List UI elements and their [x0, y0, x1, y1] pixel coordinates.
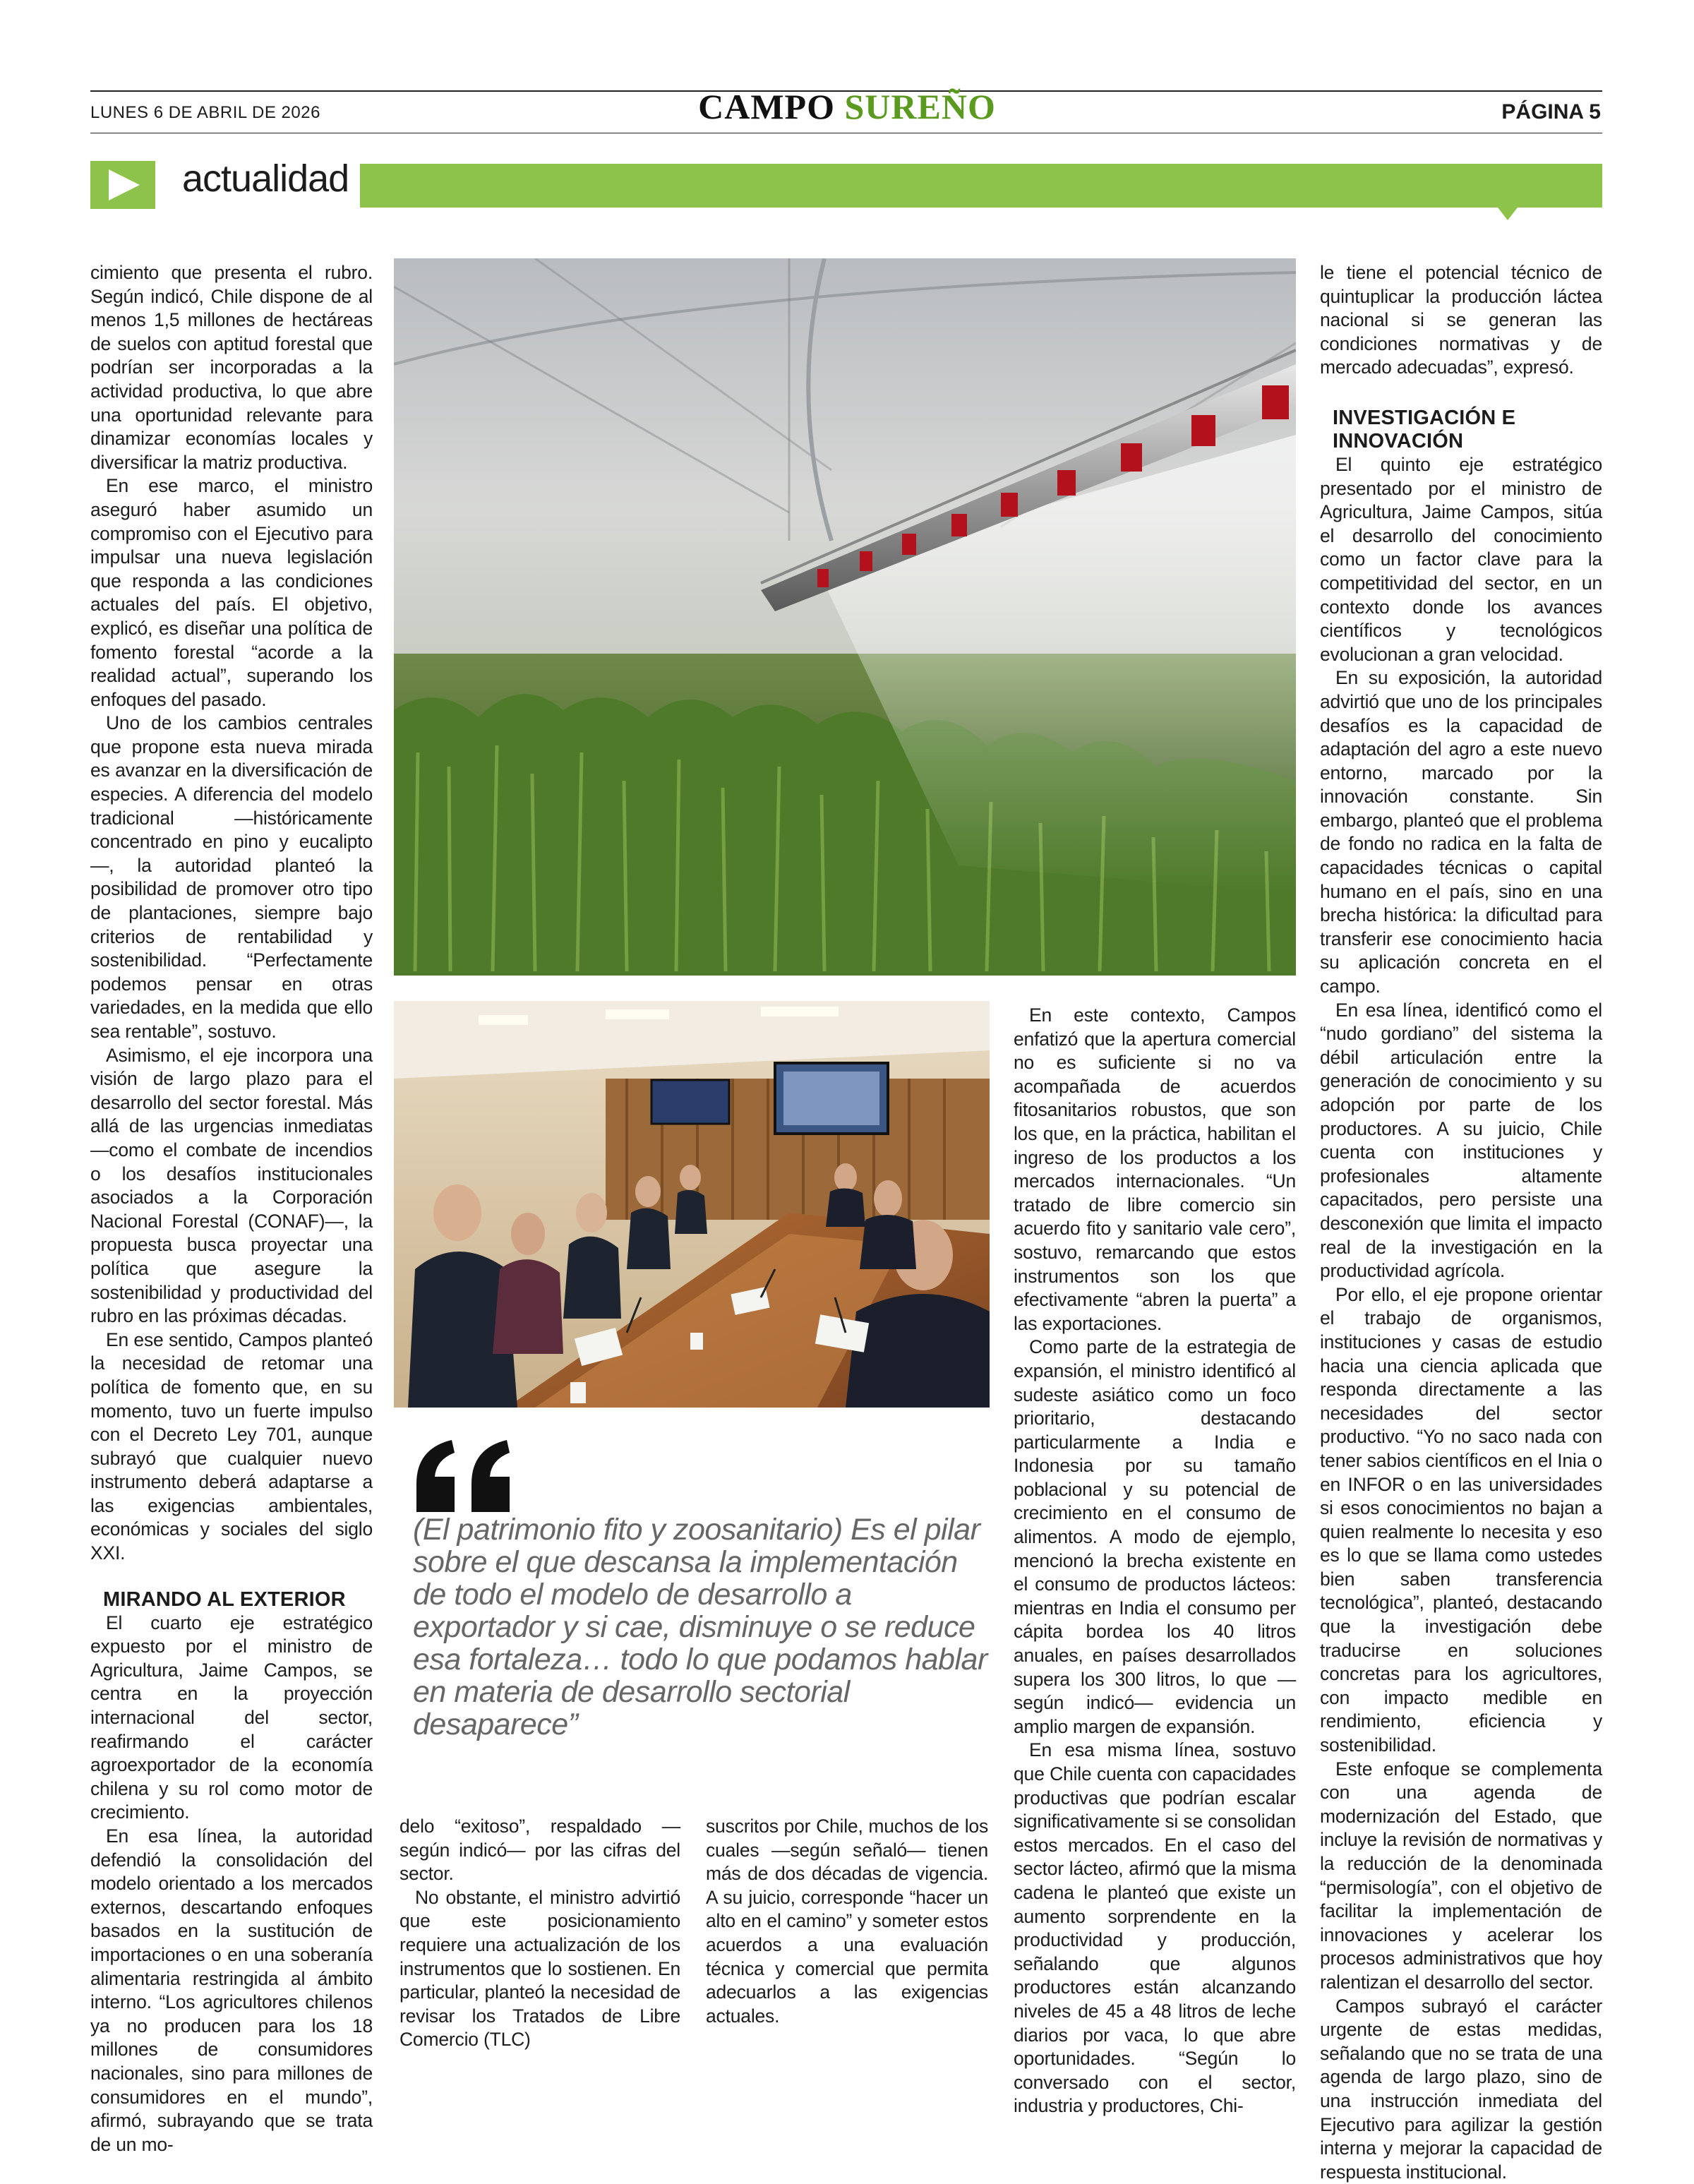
- paragraph: El quinto eje estratégico presentado por el ministro de Agricultura, Jaime Campos, sitúa el desarrollo del conocimiento como un factor clave para la competitividad del sector, en un contexto donde los avances científicos y tecnológicos evolucionan a gran velocidad.: [1320, 453, 1602, 665]
- article-column-3: [706, 1815, 988, 2028]
- paragraph: Asimismo, el eje incorpora una visión de largo plazo para el desarrollo del sector forestal. Más allá de las urgencias inmediatas —como el combate de incendios o los desafíos institucionales asociados a la Corporación Nacional Forestal (CONAF)—, la propuesta busca proyectar una política que asegure la sostenibilidad y productividad del rubro en las próximas décadas.: [90, 1044, 373, 1327]
- paragraph: cimiento que presenta el rubro. Según indicó, Chile dispone de al menos 1,5 millones de hectáreas de suelos con aptitud forestal que podrían ser incorporadas a la actividad productiva, lo que abre una oportunidad relevante para dinamizar economías locales y diversificar la matriz productiva.: [90, 262, 373, 473]
- subheading-mirando-al-exterior: MIRANDO AL EXTERIOR: [103, 1588, 346, 1611]
- paragraph: Este enfoque se complementa con una agenda de modernización del Estado, que incluye la revisión de normativas y la reducción de la denominada “permisología”, con el objetivo de facilitar la implementación de innovaciones y acelerar los procesos administrativos que hoy ralentizan el desarrollo del sector.: [1320, 1758, 1602, 1993]
- paragraph: En esa misma línea, sostuvo que Chile cuenta con capacidades productivas que podrían escalar significativamente si se consolidan estos mercados. En el caso del sector lácteo, afirmó que la misma cadena le planteó que existe un aumento sorprendente en la productividad y producción, señalando que algunos productores están alcanzando niveles de 45 a 48 litros de leche diarios por vaca, lo que abre oportunidades. “Según lo conversado con el sector, industria y productores, Chi-: [1014, 1739, 1296, 2117]
- article-column-2: [400, 1815, 680, 2052]
- pull-quote: (El patrimonio fito y zoosanitario) Es el pilar sobre el que descansa la implementación de todo el modelo de desarrollo a exportador y si cae, disminuye o se reduce esa fortaleza… todo lo que podamos hablar en materia de desarrollo sectorial desaparece”: [413, 1513, 987, 1741]
- brand-word-campo: CAMPO: [698, 87, 835, 126]
- paragraph: Uno de los cambios centrales que propone esta nueva mirada es avanzar en la diversificación de especies. A diferencia del modelo tradicional —históricamente concentrado en pino y eucalipto—, la autoridad planteó la posibilidad de promover otro tipo de plantaciones, siempre bajo criterios de rentabilidad y sostenibilidad. “Perfectamente podemos pensar en otras variedades, en la medida que ello sea rentable”, sostuvo.: [90, 712, 373, 1042]
- issue-date: LUNES 6 DE ABRIL DE 2026: [90, 103, 320, 122]
- newspaper-brand: [0, 86, 1694, 127]
- paragraph: En su exposición, la autoridad advirtió que uno de los principales desafíos es la capacidad de adaptación del agro a este nuevo entorno, marcado por la innovación constante. Sin embargo, planteó que el problema de fondo no radica en la falta de capacidades técnicas o capital humano en el país, sino en una brecha histórica: la dificultad para transferir ese conocimiento hacia su aplicación concreta en el campo.: [1320, 667, 1602, 997]
- article-column-5: [1320, 261, 1602, 2184]
- subheading-investigacion-e-innovacion: INVESTIGACIÓN E INNOVACIÓN: [1333, 406, 1516, 452]
- paragraph: En ese marco, el ministro aseguró haber asumido un compromiso con el Ejecutivo para impulsar una nueva legislación que responda a las condiciones actuales del país. El objetivo, explicó, es diseñar una política de fomento forestal “acorde a la realidad actual”, superando los enfoques del pasado.: [90, 475, 373, 710]
- brand-word-sureno: SUREÑO: [844, 87, 996, 126]
- section-label: actualidad: [182, 157, 349, 200]
- article-column-4: [1014, 1004, 1296, 2118]
- paragraph: No obstante, el ministro advirtió que este posicionamiento requiere una actualización de los instrumentos que lo sostienen. En particular, planteó la necesidad de revisar los Tratados de Libre Comercio (TLC): [400, 1886, 680, 2051]
- article-column-1: [90, 261, 373, 2156]
- paragraph: En esa línea, la autoridad defendió la consolidación del modelo orientado a los mercados externos, descartando enfoques basados en la sustitución de importaciones o en una soberanía alimentaria restringida al ámbito interno. “Los agricultores chilenos ya no producen para los 18 millones de consumidores nacionales, sino para millones de consumidores en el mundo”, afirmó, subrayando que se trata de un mo-: [90, 1825, 373, 2155]
- paragraph: Campos subrayó el carácter urgente de estas medidas, señalando que no se trata de una agenda de largo plazo, sino de una instrucción inmediata del Ejecutivo para agilizar la gestión interna y mejorar la capacidad de respuesta institucional.: [1320, 1995, 1602, 2183]
- paragraph: En esa línea, identificó como el “nudo gordiano” del sistema la débil articulación entre la generación de conocimiento y su adopción por parte de los productores. A su juicio, Chile cuenta con instituciones y profesionales altamente capacitados, pero persiste una desconexión que limita el impacto real de la investigación en la productividad agrícola.: [1320, 999, 1602, 1282]
- paragraph: suscritos por Chile, muchos de los cuales —según señaló— tienen más de dos décadas de vigencia. A su juicio, corresponde “hacer un alto en el camino” y someter estos acuerdos a una evaluación técnica y comercial que permita adecuarlos a las exigencias actuales.: [706, 1816, 988, 2027]
- quote-mark-icon: [411, 1434, 517, 1519]
- play-arrow-icon: [90, 161, 155, 209]
- paragraph: En este contexto, Campos enfatizó que la apertura comercial no es suficiente si no va acompañada de acuerdos fitosanitarios robustos, que son los que, en la práctica, habilitan el ingreso de los productos a los mercados internacionales. “Un tratado de libre comercio sin acuerdo fito y sanitario vale cero”, sostuvo, remarcando que estos instrumentos son los que efectivamente “abren la puerta” a las exportaciones.: [1014, 1004, 1296, 1334]
- paragraph: El cuarto eje estratégico expuesto por el ministro de Agricultura, Jaime Campos, se centra en la proyección internacional del sector, reafirmando el carácter agroexportador de la economía chilena y su rol como motor de crecimiento.: [90, 1612, 373, 1823]
- paragraph: Como parte de la estrategia de expansión, el ministro identificó al sudeste asiático como un foco prioritario, destacando particularmente a India e Indonesia por su tamaño poblacional y su potencial de crecimiento en el consumo de alimentos. A modo de ejemplo, mencionó la brecha existente en el consumo de productos lácteos: mientras en India el consumo per cápita bordea los 40 litros anuales, en países desarrollados supera los 300 litros, lo que —según indicó— evidencia un amplio margen de expansión.: [1014, 1336, 1296, 1737]
- paragraph: Por ello, el eje propone orientar el trabajo de organismos, instituciones y casas de estudio hacia una ciencia aplicada que responda directamente a las necesidades del sector productivo. “Yo no saco nada con tener sabios científicos en el Inia o en INFOR o en las universidades si esos conocimientos no bajan a quien realmente lo necesita y eso es lo que se llama como ustedes bien saben transferencia tecnológica”, planteó, destacando que la investigación debe traducirse en soluciones concretas para los agricultores, con impacto medible en rendimiento, eficiencia y sostenibilidad.: [1320, 1283, 1602, 1756]
- paragraph: delo “exitoso”, respaldado —según indicó— por las cifras del sector.: [400, 1816, 680, 1885]
- paragraph: En ese sentido, Campos planteó la necesidad de retomar una política de fomento que, en su momento, tuvo un fuerte impulso con el Decreto Ley 701, aunque subrayó que cualquier nuevo instrumento deberá adaptarse a las exigencias ambientales, económicas y sociales del siglo XXI.: [90, 1328, 373, 1564]
- page-number: PÁGINA 5: [1501, 100, 1601, 124]
- photo-meeting-room: [394, 1001, 990, 1408]
- photo-irrigation: [394, 258, 1296, 976]
- section-bar-notch: [1498, 208, 1518, 220]
- section-bar: [360, 164, 1602, 208]
- paragraph: le tiene el potencial técnico de quintuplicar la producción láctea nacional si se generan las condiciones normativas y de mercado adecuadas”, expresó.: [1320, 262, 1602, 378]
